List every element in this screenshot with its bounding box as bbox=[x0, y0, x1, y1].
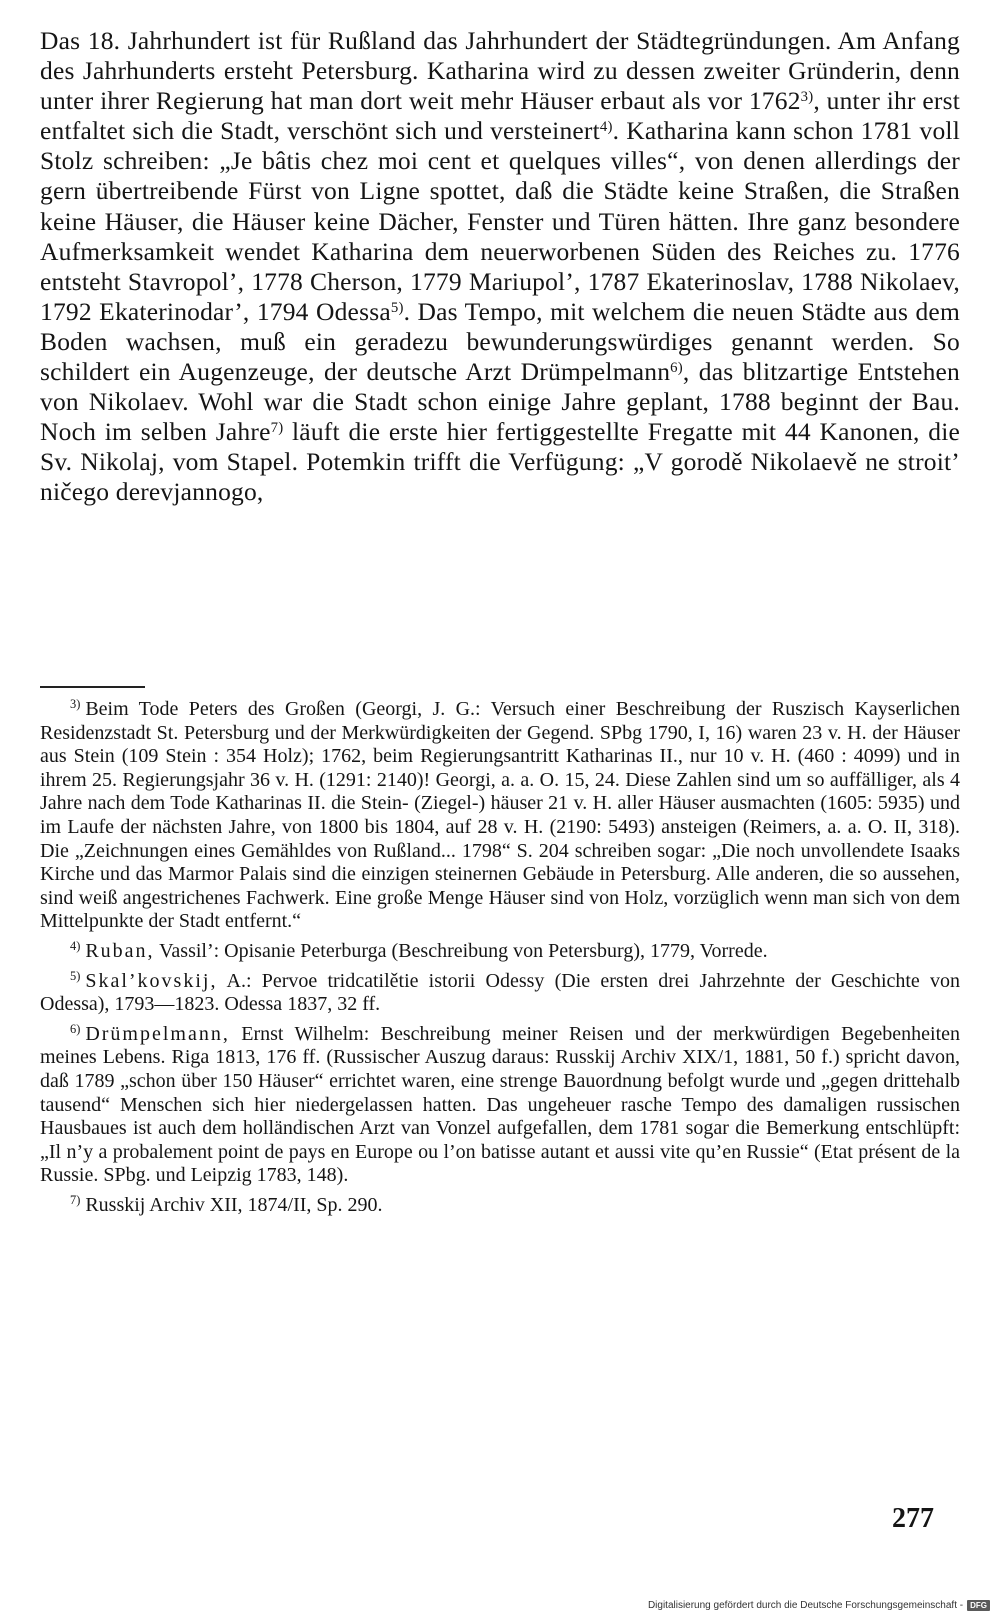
footnote-text: Vassil’: Opisanie Peterburga (Beschreibung von Petersburg), 1779, Vorrede. bbox=[154, 939, 768, 962]
footnote-6 bbox=[40, 1023, 960, 1188]
footnote-number: 4) bbox=[70, 939, 81, 954]
footnote-number: 6) bbox=[70, 1021, 81, 1036]
footnote-text: Ernst Wilhelm: Beschreibung meiner Reisen und der merkwürdigen Begebenheiten meines Lebens. Riga 1813, 176 ff. (Russischer Auszug daraus: Russkij Archiv XIX/1, 1881, 50 f.) spricht davon, daß 1789 „schon über 150 Häuser“ errichtet waren, eine strenge Bauordnung befolgt wurde und „gegen drittehalb tausend“ Menschen sich hier niedergelassen hatten. Das ungeheuer rasche Tempo des damaligen russischen Hausbaues ist auch dem holländischen Arzt van Vonzel aufgefallen, dem 1781 sogar die Bemerkung entschlüpft: „Il n’y a probalement point de pays en Europe ou l’on batisse autant et aussi vite qu’en Russie“ (Etat présent de la Russie. SPbg. und Leipzig 1783, 148). bbox=[40, 1022, 960, 1187]
main-text-segment: . Das Tempo, mit welchem die neuen Städte aus dem Boden wachsen, muß ein geradezu bewunderungswürdiges genannt werden. So schildert ein Augenzeuge, der deutsche Arzt Drümpelmann bbox=[40, 296, 960, 387]
footnote-number: 5) bbox=[70, 968, 81, 983]
footnote-3 bbox=[40, 698, 960, 934]
footnote-author: Skal’kovskij, bbox=[85, 969, 218, 992]
credit-text: Digitalisierung gefördert durch die Deutsche Forschungsgemeinschaft - bbox=[647, 1600, 964, 1611]
main-paragraph bbox=[40, 26, 960, 508]
footnote-number: 3) bbox=[70, 697, 81, 712]
digitization-credit bbox=[648, 1600, 990, 1611]
footnote-author: Ruban, bbox=[85, 939, 155, 962]
footnote-5 bbox=[40, 970, 960, 1017]
footnote-ref-3: 3) bbox=[800, 89, 814, 106]
main-text-segment: . Katharina kann schon 1781 voll Stolz schreiben: „Je bâtis chez moi cent et quelques villes“, von denen allerdings der gern übertreibende Fürst von Ligne spottet, daß die Städte keine Straßen, die Straßen keine Häuser, die Häuser keine Dächer, Fenster und Türen hätten. Ihre ganz besondere Aufmerksamkeit wendet Katharina dem neuerworbenen Süden des Reiches zu. 1776 entsteht Stavropol’, 1778 Cherson, 1779 Mariupol’, 1787 Ekaterinoslav, 1788 Nikolaev, 1792 Ekaterinodar’, 1794 Odessa bbox=[40, 116, 960, 326]
main-text-segment: , das blitzartige Entstehen von Nikolaev. Wohl war die Stadt schon einige Jahre geplant, 1788 beginnt der Bau. Noch im selben Jahre bbox=[40, 357, 960, 447]
footnote-separator bbox=[40, 686, 145, 688]
footnote-7 bbox=[40, 1194, 960, 1218]
footnote-4 bbox=[40, 940, 960, 964]
main-text-segment: läuft die erste hier fertiggestellte Fregatte mit 44 Kanonen, die Sv. Nikolaj, vom Stapel. Potemkin trifft die Verfügung: „V gorodě Nikolaevě ne stroit’ ničego derevjannogo, bbox=[40, 417, 960, 507]
footnote-ref-7: 7) bbox=[270, 420, 284, 437]
footnote-text: Beim Tode Peters des Großen (Georgi, J. G.: Versuch einer Beschreibung der Ruszisch Kayserlichen Residenzstadt St. Petersburg und der Merkwürdigkeiten der Gegend. SPbg 1790, I, 16) waren 23 v. H. der Häuser aus Stein (109 Stein : 354 Holz); 1762, beim Regierungsantritt Katharinas II., nur 10 v. H. (460 : 4099) und in ihrem 25. Regierungsjahr 36 v. H. (1291: 2140)! Georgi, a. a. O. 15, 24. Diese Zahlen sind um so auffälliger, als 4 Jahre nach dem Tode Katharinas II. die Stein- (Ziegel-) häuser 21 v. H. aller Häuser ausmachten (1605: 5935) und im Laufe der nächsten Jahre, von 1800 bis 1804, auf 28 v. H. (2190: 5493) ansteigen (Reimers, a. a. O. II, 318). Die „Zeichnungen eines Gemähldes von Rußland... 1798“ S. 204 schreiben sogar: „Die noch unvollendete Isaaks Kirche und das Marmor Palais sind die einzigen steinernen Gebäude in Petersburg. Alle anderen, die so aussehen, sind weiß angestrichenes Fachwerk. Eine große Menge Häuser sind von Holz, vorzüglich wenn man sich von dem Mittelpunkte der Stadt entfernt.“ bbox=[40, 698, 960, 933]
main-text-segment: Das 18. Jahrhundert ist für Rußland das Jahrhundert der Städtegründungen. Am Anfang des Jahrhunderts ersteht Petersburg. Katharina wird zu dessen zweiter Gründerin, denn unter ihrer Regierung hat man dort weit mehr Häuser erbaut als vor 1762 bbox=[40, 26, 960, 116]
footnote-number: 7) bbox=[70, 1193, 81, 1208]
footnote-text: A.: Pervoe tridcatilětie istorii Odessy (Die ersten drei Jahrzehnte der Geschichte von Odessa), 1793—1823. Odessa 1837, 32 ff. bbox=[40, 969, 960, 1016]
dfg-logo-icon: DFG bbox=[967, 1600, 990, 1611]
footnote-author: Drümpelmann, bbox=[85, 1022, 230, 1045]
page-number: 277 bbox=[892, 1503, 934, 1534]
main-text-segment: , unter ihr erst entfaltet sich die Stadt, verschönt sich und versteinert bbox=[40, 86, 960, 146]
footnote-ref-5: 5) bbox=[390, 299, 404, 316]
footnotes bbox=[40, 698, 960, 1223]
footnote-text: Russkij Archiv XII, 1874/II, Sp. 290. bbox=[85, 1193, 383, 1216]
footnote-ref-6: 6) bbox=[670, 359, 683, 376]
footnote-ref-4: 4) bbox=[599, 119, 613, 136]
